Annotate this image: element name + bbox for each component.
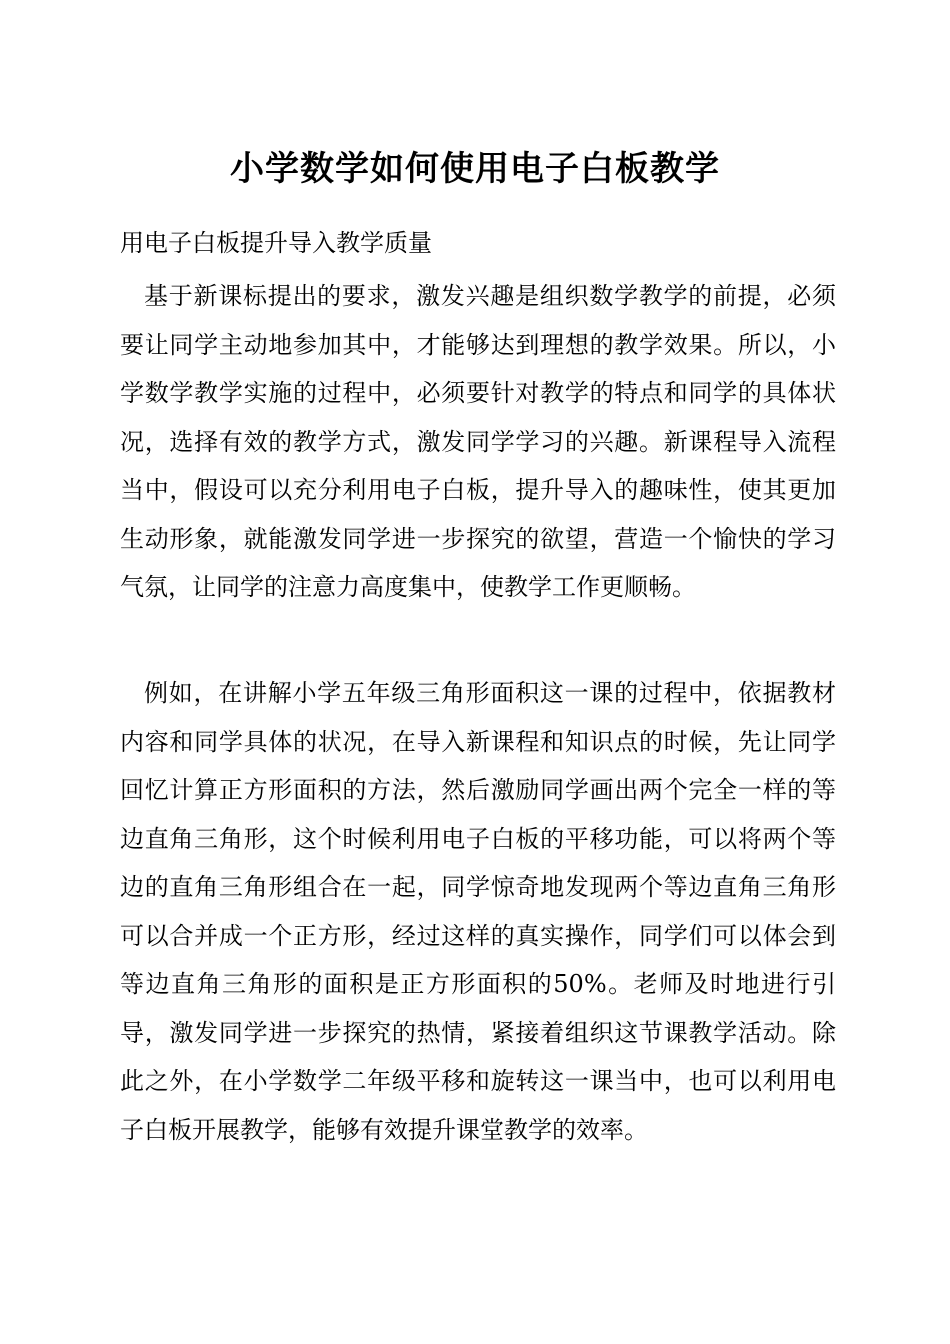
section-heading: 用电子白板提升导入教学质量 <box>120 229 432 257</box>
document-title: 小学数学如何使用电子白板教学 <box>230 149 720 189</box>
paragraph-1: 基于新课标提出的要求，激发兴趣是组织数学教学的前提，必须要让同学主动地参加其中，才能够达到理想的教学效果。所以，小学数学教学实施的过程中，必须要针对教学的特点和同学的具体状况，选择有效的教学方式，激发同学学习的兴趣。新课程导入流程当中，假设可以充分利用电子白板，提升导入的趣味性，使其更加生动形象，就能激发同学进一步探究的欲望，营造一个愉快的学习气氛，让同学的注意力高度集中，使教学工作更顺畅。 <box>120 282 836 601</box>
paragraph-2: 例如，在讲解小学五年级三角形面积这一课的过程中，依据教材内容和同学具体的状况，在导入新课程和知识点的时候，先让同学回忆计算正方形面积的方法，然后激励同学画出两个完全一样的等边直角三角形，这个时候利用电子白板的平移功能，可以将两个等边的直角三角形组合在一起，同学惊奇地发现两个等边直角三角形可以合并成一个正方形，经过这样的真实操作，同学们可以体会到等边直角三角形的面积是正方形面积的50%。老师及时地进行引导，激发同学进一步探究的热情，紧接着组织这节课教学活动。除此之外，在小学数学二年级平移和旋转这一课当中，也可以利用电子白板开展教学，能够有效提升课堂教学的效率。 <box>120 679 836 1144</box>
